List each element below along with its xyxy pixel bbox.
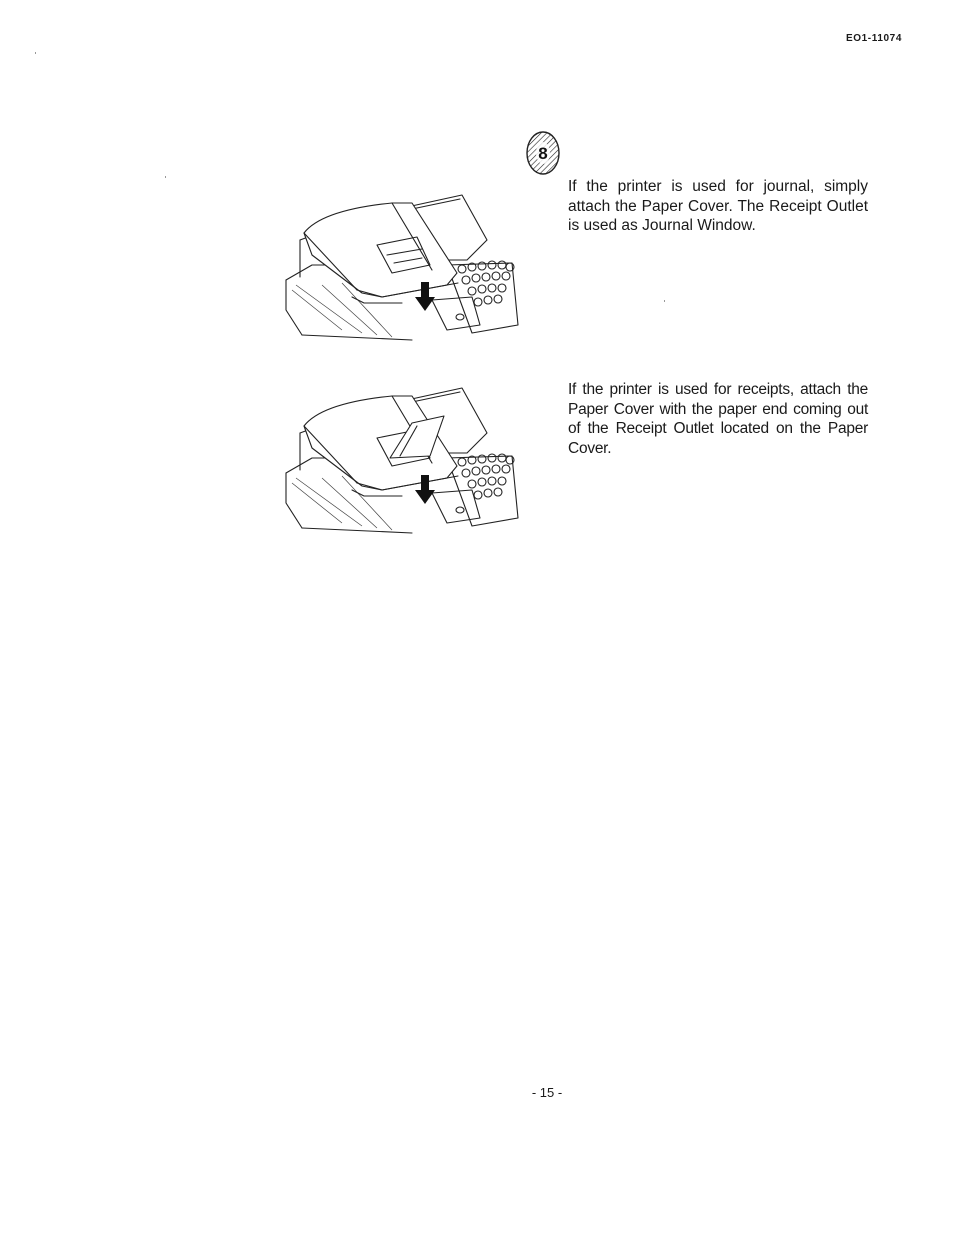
receipt-cover-illustration xyxy=(282,378,522,538)
document-code: EO1-11074 xyxy=(846,33,902,44)
step-number: 8 xyxy=(538,144,548,163)
step-number-badge xyxy=(523,128,563,178)
scan-speck xyxy=(165,176,166,178)
journal-instruction-text: If the printer is used for journal, simply attach the Paper Cover. The Receipt Outlet is used as Journal Window. xyxy=(568,178,868,234)
journal-cover-illustration xyxy=(282,185,522,345)
page-number: - 15 - xyxy=(531,1085,563,1100)
scan-speck xyxy=(664,300,665,302)
scan-speck xyxy=(35,52,36,54)
receipt-instruction-text: If the printer is used for receipts, attach the Paper Cover with the paper end coming out of the Receipt Outlet located on the Paper Cover. xyxy=(568,381,868,457)
